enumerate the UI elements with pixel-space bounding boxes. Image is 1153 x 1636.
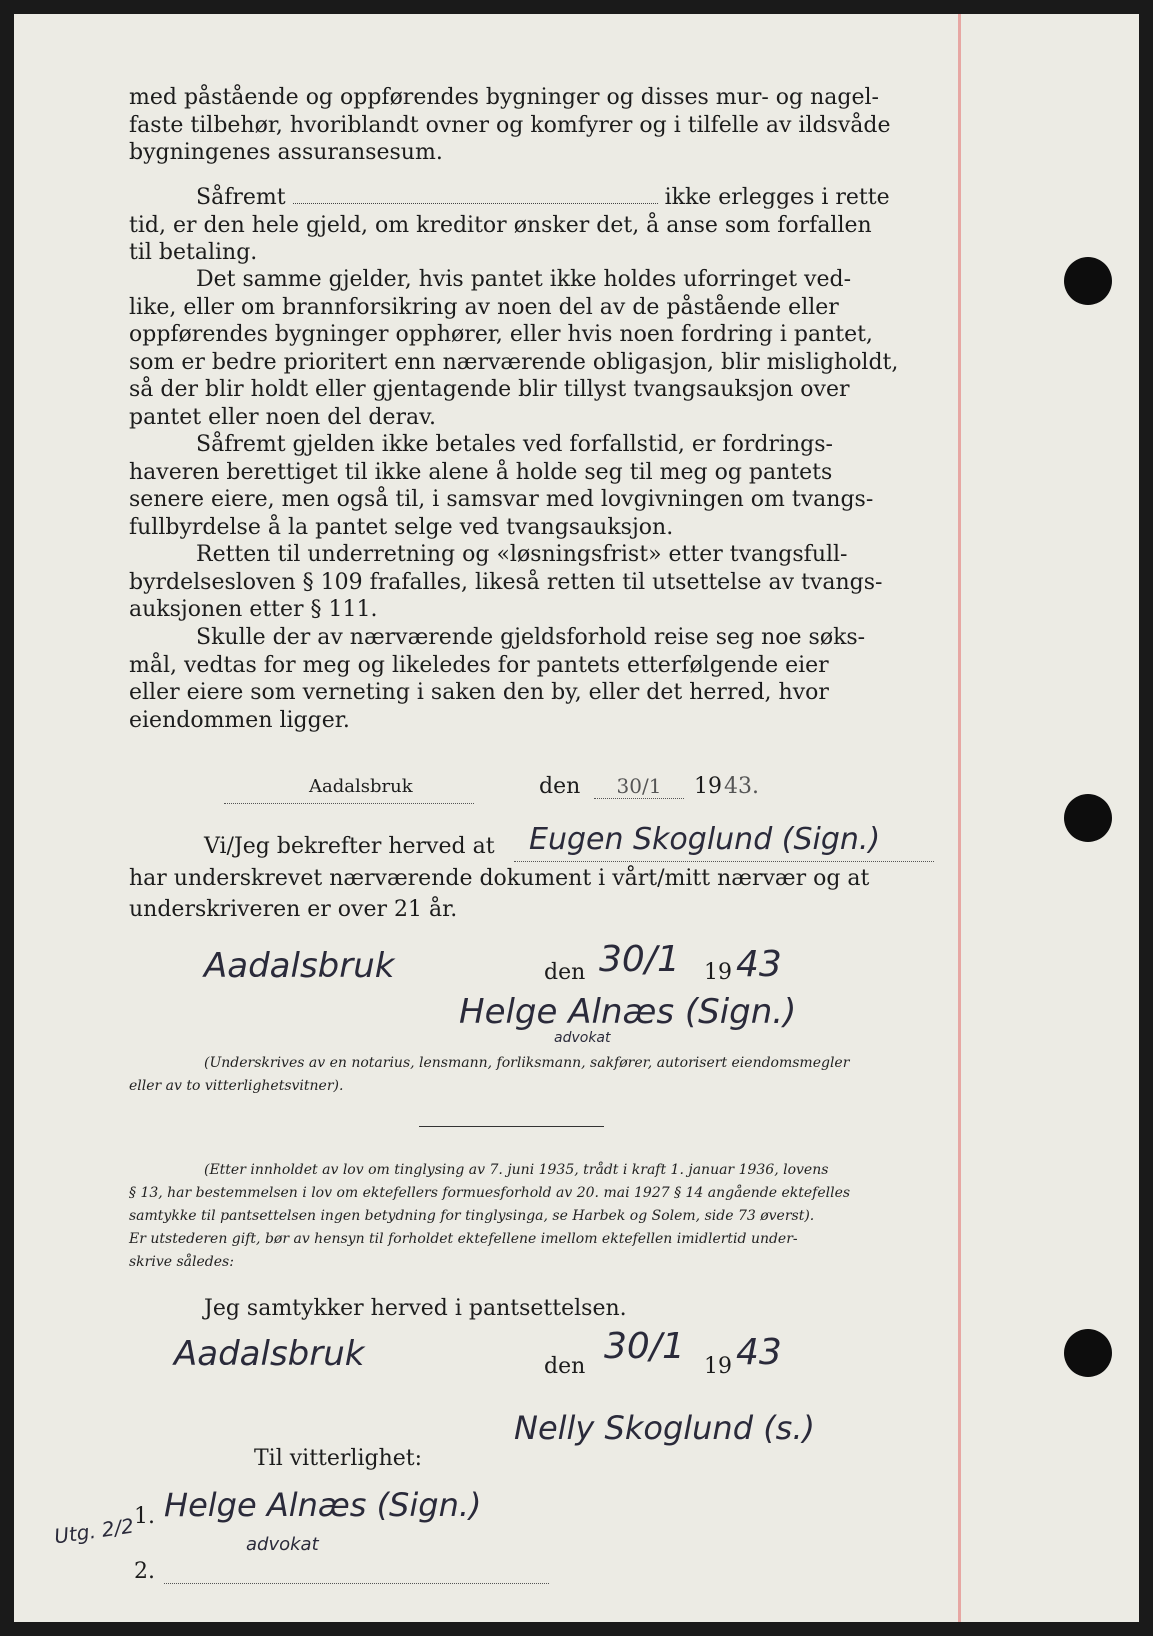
text-line: oppførendes bygninger opphører, eller hvis noen fordring i pantet, (129, 322, 873, 347)
text-fragment: Såfremt (196, 185, 286, 210)
year-suffix: 43. (724, 774, 759, 799)
year-suffix: 43 (736, 944, 782, 985)
signature-spouse: Nelly Skoglund (s.) (514, 1409, 815, 1447)
divider (419, 1126, 604, 1127)
text-line: Er utstederen gift, bør av hensyn til forholdet ektefellene imellom ektefellen imidlertid under‑ (129, 1231, 798, 1247)
witness-title: advokat (246, 1534, 319, 1555)
text-line: byrdelsesloven § 109 frafalles, likeså retten til utsettelse av tvangs‑ (129, 569, 883, 595)
witness-label: Til vitterlighet: (254, 1446, 423, 1471)
text-line: Det samme gjelder, hvis pantet ikke holdes uforringet ved‑ (196, 267, 852, 292)
year-prefix: 19 (704, 960, 732, 985)
text-line: Retten til underretning og «løsningsfrist» etter tvangsfull‑ (196, 542, 848, 567)
punch-hole (1064, 794, 1112, 842)
year-prefix: 19 (694, 774, 722, 799)
witness-number: 1. (134, 1504, 155, 1529)
year-prefix: 19 (704, 1354, 732, 1379)
text-line: har underskrevet nærværende dokument i vårt/mitt nærvær og at (129, 866, 870, 891)
blank-field (293, 203, 658, 204)
blank-field (224, 802, 474, 804)
place: Aadalsbruk (309, 776, 413, 797)
text-line: som er bedre prioritert enn nærværende obligasjon, blir misligholdt, (129, 349, 899, 375)
text-line: med påstående og oppførendes bygninger og disses mur‑ og nagel‑ (129, 85, 879, 110)
text-line: senere eiere, men også til, i samsvar med lovgivningen om tvangs‑ (129, 487, 874, 512)
text-line: (Etter innholdet av lov om tinglysing av 7. juni 1935, trådt i kraft 1. januar 1936, lovens (204, 1162, 829, 1178)
text-line: faste tilbehør, hvoriblandt ovner og komfyrer og i tilfelle av ildsvåde (129, 112, 891, 138)
place: Aadalsbruk (204, 946, 395, 986)
punch-hole (1064, 257, 1112, 305)
text-line: bygningenes assuransesum. (129, 140, 443, 165)
text-line: eller eiere som verneting i saken den by, eller det herred, hvor (129, 680, 829, 705)
text-line: samtykke til pantsettelsen ingen betydning for tinglysinga, se Harbek og Solem, side 73 øverst). (129, 1208, 815, 1224)
text-line: tid, er den hele gjeld, om kreditor ønsker det, å anse som forfallen (129, 212, 872, 238)
paragraph-notice (129, 541, 919, 624)
witness-number: 2. (134, 1559, 155, 1584)
date: 30/1 (599, 939, 680, 980)
blank-field (514, 860, 934, 862)
den-label: den (544, 1354, 586, 1379)
signature-witness: Helge Alnæs (Sign.) (459, 992, 797, 1032)
text-line: like, eller om brannforsikring av noen del av de påstående eller (129, 294, 839, 320)
den-label: den (544, 960, 586, 985)
text-line: så der blir holdt eller gjentagende blir tillyst tvangsauksjon over (129, 377, 850, 402)
text-line: mål, vedtas for meg og likeledes for pantets etterfølgende eier (129, 652, 829, 678)
text-line: haveren berettiget til ikke alene å holde seg til meg og pantets (129, 459, 833, 485)
text-line: § 13, har bestemmelsen i lov om ektefellers formuesforhold av 20. mai 1927 § 14 angående ektefelles (129, 1185, 851, 1201)
witness-title: advokat (554, 1030, 611, 1046)
text-line: til betaling. (129, 240, 258, 265)
text-line (129, 184, 919, 212)
paragraph-maintenance (129, 266, 919, 431)
text-line: underskriveren er over 21 år. (129, 897, 458, 922)
paragraph-collateral (129, 84, 919, 167)
text-line: eller av to vitterlighetsvitner). (129, 1078, 344, 1094)
confirm-prefix: Vi/Jeg bekrefter herved at (204, 834, 495, 859)
date: 30/1 (604, 1326, 685, 1367)
text-fragment: ikke erlegges i rette (664, 185, 890, 210)
text-line: skrive således: (129, 1254, 234, 1270)
witness-blank (164, 1582, 549, 1584)
paragraph-venue (129, 624, 919, 734)
note-law (129, 1182, 850, 1274)
text-line: auksjonen etter § 111. (129, 597, 378, 622)
text-line: Skulle der av nærværende gjeldsforhold reise seg noe søks‑ (196, 625, 866, 650)
text-line: (Underskrives av en notarius, lensmann, forliksmann, sakfører, autorisert eiendomsmegler (204, 1055, 850, 1071)
margin-rule (958, 14, 961, 1622)
year-suffix: 43 (736, 1332, 782, 1373)
consent-text: Jeg samtykker herved i pantsettelsen. (204, 1296, 627, 1321)
date: 30/1 (594, 774, 684, 799)
margin-note: Utg. 2/2 (52, 1513, 136, 1549)
witness-name: Helge Alnæs (Sign.) (164, 1486, 482, 1524)
text-line: Såfremt gjelden ikke betales ved forfallstid, er fordrings‑ (196, 432, 833, 457)
place: Aadalsbruk (174, 1334, 365, 1374)
text-line: pantet eller noen del derav. (129, 404, 436, 430)
note-signing (204, 1052, 849, 1075)
paragraph-due (129, 431, 919, 541)
paragraph-default (129, 184, 919, 267)
text-line: eiendommen ligger. (129, 707, 350, 733)
punch-hole (1064, 1329, 1112, 1377)
note-law (204, 1159, 828, 1182)
den-label: den (539, 774, 581, 799)
note-signing (129, 1075, 343, 1098)
signature-debtor: Eugen Skoglund (Sign.) (529, 822, 881, 857)
document-page (14, 14, 1139, 1622)
text-line: fullbyrdelse å la pantet selge ved tvangsauksjon. (129, 514, 674, 540)
